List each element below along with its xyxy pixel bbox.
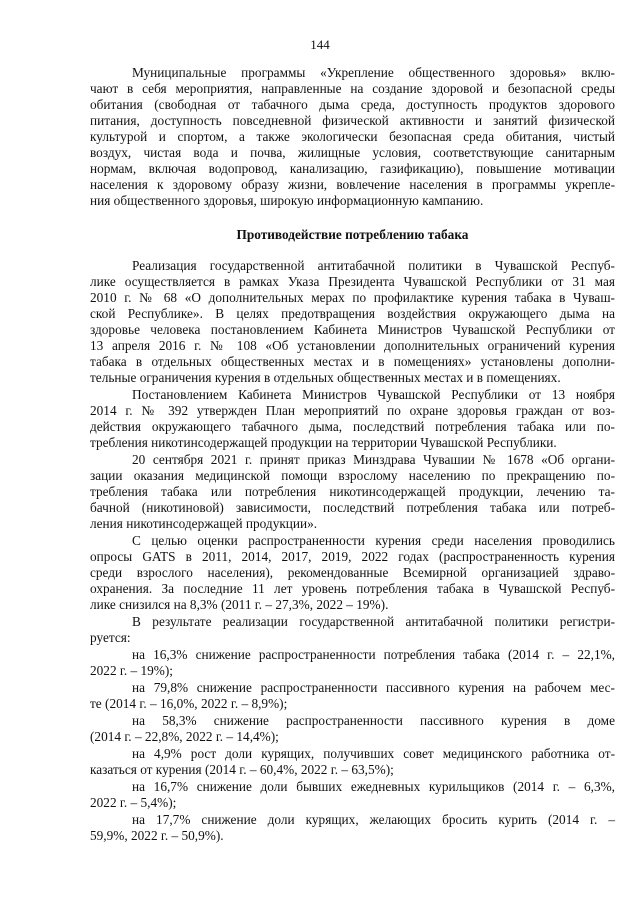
text-line: чают в себя мероприятия, направленные на создание здоровой и безопасной среды [90, 81, 615, 96]
list-item-line: те (2014 г. – 16,0%, 2022 г. – 8,9%); [90, 696, 288, 711]
list-item-line: на 17,7% снижение доли курящих, желающих бросить курить (2014 г. – [132, 812, 615, 827]
text-line: бачной (никотиновой) зависимости, последствий потребления табака или потреб- [90, 500, 615, 515]
text-line: Постановлением Кабинета Министров Чувашской Республики от 13 ноября [132, 387, 615, 402]
text-line: требления табака или потребления никотинсодержащей продукции, лечению та- [90, 484, 615, 499]
text-line: 2010 г. № 68 «О дополнительных мерах по профилактике курения табака в Чуваш- [90, 290, 615, 305]
text-line: населения к здоровому образу жизни, вовлечение населения в программы укрепле- [90, 177, 615, 192]
text-line: нормам, включая водопровод, канализацию, газификацию), повышение мотивации [90, 161, 615, 176]
text-line: лике осуществляется в рамках Указа Президента Чувашской Республики от 31 мая [90, 274, 615, 289]
text-line: С целью оценки распространенности курения среди населения проводились [132, 533, 615, 548]
list-item-line: на 16,7% снижение доли бывших ежедневных курильщиков (2014 г. – 6,3%, [132, 779, 615, 794]
text-line: 13 апреля 2016 г. № 108 «Об установлении дополнительных ограничений курения [90, 338, 615, 353]
text-line: культурой и спортом, а также экологически безопасная среда обитания, чистый [90, 129, 615, 144]
list-item-line: 2022 г. – 5,4%); [90, 795, 177, 810]
text-line: обитания (свободная от табачного дыма среда, доступность продуктов здорового [90, 97, 615, 112]
list-item-line: на 58,3% снижение распространенности пассивного курения в доме [132, 713, 615, 728]
text-line: требления никотинсодержащей продукции на территории Чувашской Республики. [90, 435, 557, 450]
list-item-line: на 4,9% рост доли курящих, получивших совет медицинского работника от- [132, 746, 615, 761]
text-line: зации оказания медицинской помощи взрослому населению по прекращению по- [90, 468, 615, 483]
page-number: 144 [310, 37, 330, 52]
text-line: среди взрослого населения), рекомендованные Всемирной организацией здраво- [90, 565, 615, 580]
list-item-line: казаться от курения (2014 г. – 60,4%, 2022 г. – 63,5%); [90, 762, 394, 777]
text-line: действия окружающего табачного дыма, последствий потребления табака или по- [90, 419, 615, 434]
text-line: здоровье человека постановлением Кабинета Министров Чувашской Республики от [90, 322, 615, 337]
list-item-line: (2014 г. – 22,8%, 2022 г. – 14,4%); [90, 729, 279, 744]
text-line: питания, доступность повседневной физической активности и занятий физической [90, 113, 615, 128]
text-line: 2014 г. № 392 утвержден План мероприятий по охране здоровья граждан от воз- [90, 403, 615, 418]
text-line: табака в отдельных общественных местах и в помещениях» установлены дополни- [90, 354, 615, 369]
text-line: тельные ограничения курения в отдельных общественных местах и в помещениях. [90, 370, 561, 385]
text-line: опросы GATS в 2011, 2014, 2017, 2019, 2022 годах (распространенность курения [90, 549, 615, 564]
text-line: лике снизился на 8,3% (2011 г. – 27,3%, 2022 – 19%). [90, 597, 389, 612]
text-line: В результате реализации государственной антитабачной политики регистри- [132, 614, 615, 629]
list-item-line: на 16,3% снижение распространенности потребления табака (2014 г. – 22,1%, [132, 647, 615, 662]
text-line: ления никотинсодержащей продукции». [90, 516, 318, 531]
text-line: руется: [90, 630, 131, 645]
text-line: Реализация государственной антитабачной политики в Чувашской Респуб- [132, 258, 615, 273]
list-item-line: на 79,8% снижение распространенности пассивного курения на рабочем мес- [132, 680, 615, 695]
text-line: ской Республике». В целях предотвращения воздействия окружающего дыма на [90, 306, 615, 321]
text-line: 20 сентября 2021 г. принят приказ Минздрава Чувашии № 1678 «Об органи- [132, 452, 615, 467]
list-item-line: 2022 г. – 19%); [90, 663, 173, 678]
text-line: Муниципальные программы «Укрепление общественного здоровья» вклю- [132, 65, 615, 80]
text-line: ния общественного здоровья, широкую информационную кампанию. [90, 193, 484, 208]
section-heading: Противодействие потреблению табака [236, 227, 469, 242]
text-line: охранения. За последние 11 лет уровень потребления табака в Чувашской Респуб- [90, 581, 615, 596]
list-item-line: 59,9%, 2022 г. – 50,9%). [90, 828, 224, 843]
text-line: воздух, чистая вода и почва, жилищные условия, соответствующие санитарным [90, 145, 615, 160]
